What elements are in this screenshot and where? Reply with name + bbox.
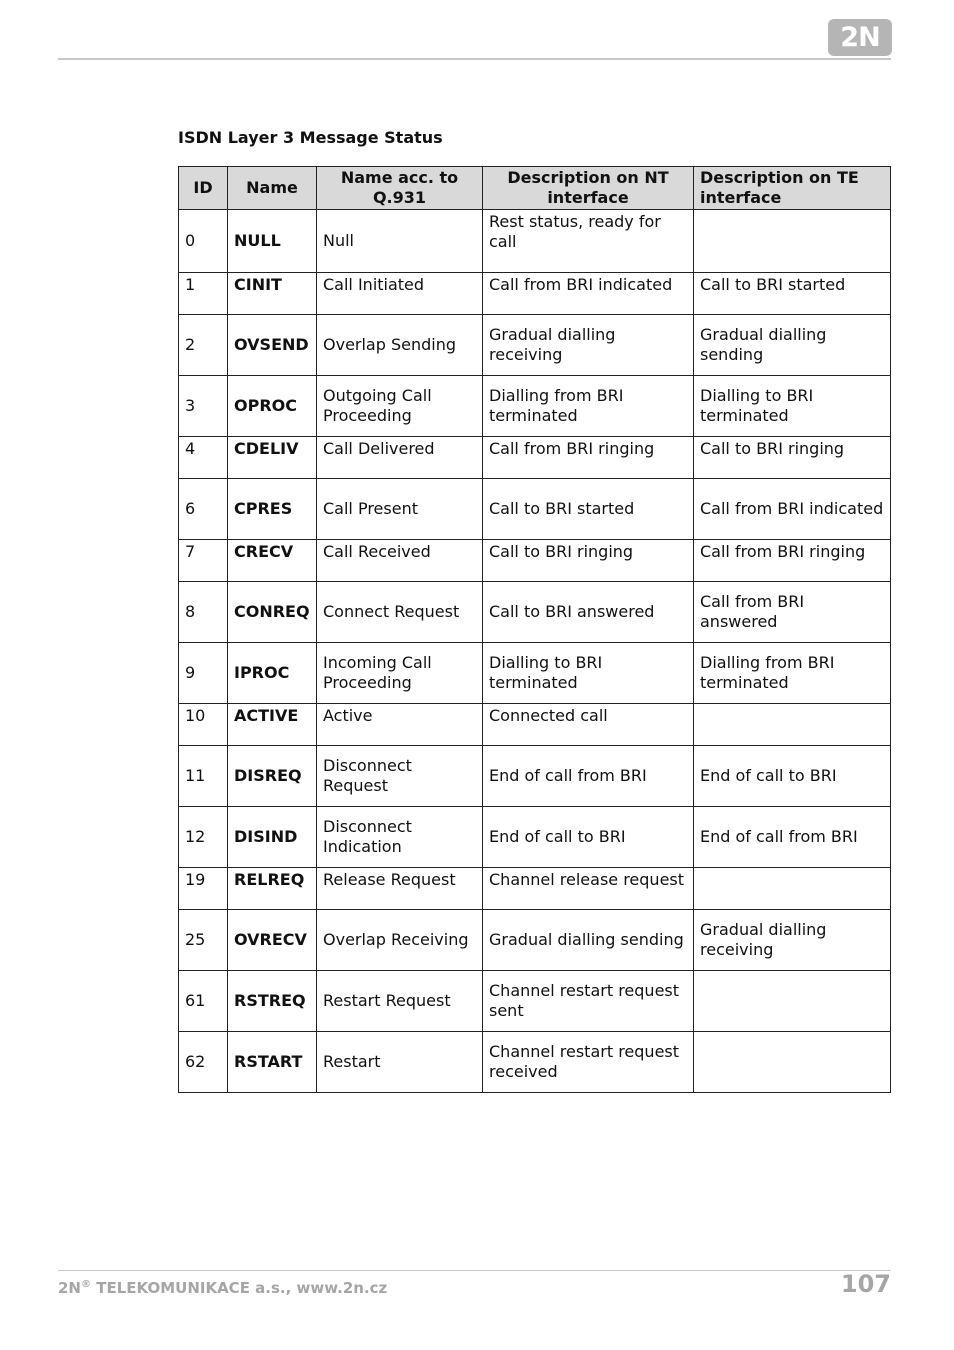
cell-te-description [694, 210, 891, 273]
cell-te-description: Gradual dialling receiving [694, 910, 891, 971]
cell-name: ACTIVE [228, 704, 317, 746]
section-title: ISDN Layer 3 Message Status [178, 128, 443, 147]
cell-nt-description: Call from BRI indicated [483, 273, 694, 315]
cell-nt-description: Call from BRI ringing [483, 437, 694, 479]
cell-te-description [694, 971, 891, 1032]
cell-id: 0 [179, 210, 228, 273]
cell-nt-description: Call to BRI answered [483, 582, 694, 643]
cell-q931-name: Overlap Receiving [317, 910, 483, 971]
cell-name: RSTART [228, 1032, 317, 1093]
cell-id: 9 [179, 643, 228, 704]
table-header-row [179, 167, 891, 210]
cell-id: 1 [179, 273, 228, 315]
cell-id: 4 [179, 437, 228, 479]
cell-name: IPROC [228, 643, 317, 704]
cell-nt-description: Channel release request [483, 868, 694, 910]
cell-name: OPROC [228, 376, 317, 437]
cell-nt-description: Rest status, ready for call [483, 210, 694, 273]
cell-nt-description: Dialling to BRI terminated [483, 643, 694, 704]
cell-q931-name: Null [317, 210, 483, 273]
2n-logo: 2N [828, 19, 892, 56]
cell-name: DISREQ [228, 746, 317, 807]
cell-te-description: Call from BRI ringing [694, 540, 891, 582]
cell-name: CINIT [228, 273, 317, 315]
table-row [179, 210, 891, 273]
cell-id: 2 [179, 315, 228, 376]
header-divider [58, 58, 891, 60]
message-status-table [178, 166, 891, 1093]
cell-name: RELREQ [228, 868, 317, 910]
cell-te-description: End of call from BRI [694, 807, 891, 868]
cell-te-description: Call to BRI started [694, 273, 891, 315]
table-row [179, 746, 891, 807]
cell-te-description: Gradual dialling sending [694, 315, 891, 376]
column-header-te-description: Description on TE interface [694, 167, 891, 210]
cell-nt-description: Call to BRI ringing [483, 540, 694, 582]
cell-name: CRECV [228, 540, 317, 582]
cell-nt-description: End of call from BRI [483, 746, 694, 807]
cell-name: OVRECV [228, 910, 317, 971]
cell-te-description: Dialling to BRI terminated [694, 376, 891, 437]
cell-q931-name: Connect Request [317, 582, 483, 643]
table-row [179, 437, 891, 479]
cell-nt-description: End of call to BRI [483, 807, 694, 868]
footer-company-rest: TELEKOMUNIKACE a.s., www.2n.cz [91, 1279, 388, 1297]
cell-id: 11 [179, 746, 228, 807]
cell-nt-description: Gradual dialling receiving [483, 315, 694, 376]
cell-nt-description: Call to BRI started [483, 479, 694, 540]
cell-name: CONREQ [228, 582, 317, 643]
cell-te-description [694, 704, 891, 746]
cell-q931-name: Outgoing Call Proceeding [317, 376, 483, 437]
cell-te-description: End of call to BRI [694, 746, 891, 807]
table-row [179, 868, 891, 910]
cell-name: NULL [228, 210, 317, 273]
cell-nt-description: Gradual dialling sending [483, 910, 694, 971]
table-row [179, 704, 891, 746]
table-row [179, 540, 891, 582]
column-header-q931-name: Name acc. to Q.931 [317, 167, 483, 210]
table-row [179, 479, 891, 540]
cell-name: OVSEND [228, 315, 317, 376]
cell-q931-name: Restart [317, 1032, 483, 1093]
cell-nt-description: Channel restart request sent [483, 971, 694, 1032]
cell-id: 19 [179, 868, 228, 910]
cell-id: 8 [179, 582, 228, 643]
page-number: 107 [840, 1270, 891, 1298]
cell-q931-name: Incoming Call Proceeding [317, 643, 483, 704]
cell-id: 62 [179, 1032, 228, 1093]
cell-id: 12 [179, 807, 228, 868]
cell-id: 61 [179, 971, 228, 1032]
cell-te-description: Call from BRI answered [694, 582, 891, 643]
footer-divider [58, 1270, 891, 1271]
cell-te-description: Dialling from BRI terminated [694, 643, 891, 704]
table-row [179, 582, 891, 643]
cell-nt-description: Connected call [483, 704, 694, 746]
footer-company [58, 1279, 387, 1297]
cell-name: DISIND [228, 807, 317, 868]
table-row [179, 643, 891, 704]
cell-id: 3 [179, 376, 228, 437]
registered-mark: ® [81, 1279, 91, 1290]
table-row [179, 273, 891, 315]
cell-q931-name: Active [317, 704, 483, 746]
cell-id: 7 [179, 540, 228, 582]
cell-q931-name: Disconnect Indication [317, 807, 483, 868]
table-row [179, 807, 891, 868]
cell-q931-name: Call Initiated [317, 273, 483, 315]
column-header-name: Name [228, 167, 317, 210]
cell-q931-name: Disconnect Request [317, 746, 483, 807]
cell-name: CDELIV [228, 437, 317, 479]
table-row [179, 1032, 891, 1093]
table-row [179, 910, 891, 971]
cell-id: 6 [179, 479, 228, 540]
cell-q931-name: Release Request [317, 868, 483, 910]
cell-te-description: Call to BRI ringing [694, 437, 891, 479]
cell-q931-name: Call Received [317, 540, 483, 582]
cell-id: 25 [179, 910, 228, 971]
cell-nt-description: Channel restart request received [483, 1032, 694, 1093]
table-body [179, 210, 891, 1093]
table-row [179, 376, 891, 437]
cell-name: CPRES [228, 479, 317, 540]
cell-q931-name: Restart Request [317, 971, 483, 1032]
cell-te-description: Call from BRI indicated [694, 479, 891, 540]
table-row [179, 971, 891, 1032]
column-header-id: ID [179, 167, 228, 210]
cell-nt-description: Dialling from BRI terminated [483, 376, 694, 437]
cell-te-description [694, 868, 891, 910]
cell-te-description [694, 1032, 891, 1093]
cell-name: RSTREQ [228, 971, 317, 1032]
cell-q931-name: Call Delivered [317, 437, 483, 479]
cell-q931-name: Overlap Sending [317, 315, 483, 376]
footer-company-prefix: 2N [58, 1279, 81, 1297]
cell-q931-name: Call Present [317, 479, 483, 540]
table-row [179, 315, 891, 376]
column-header-nt-description: Description on NT interface [483, 167, 694, 210]
cell-id: 10 [179, 704, 228, 746]
